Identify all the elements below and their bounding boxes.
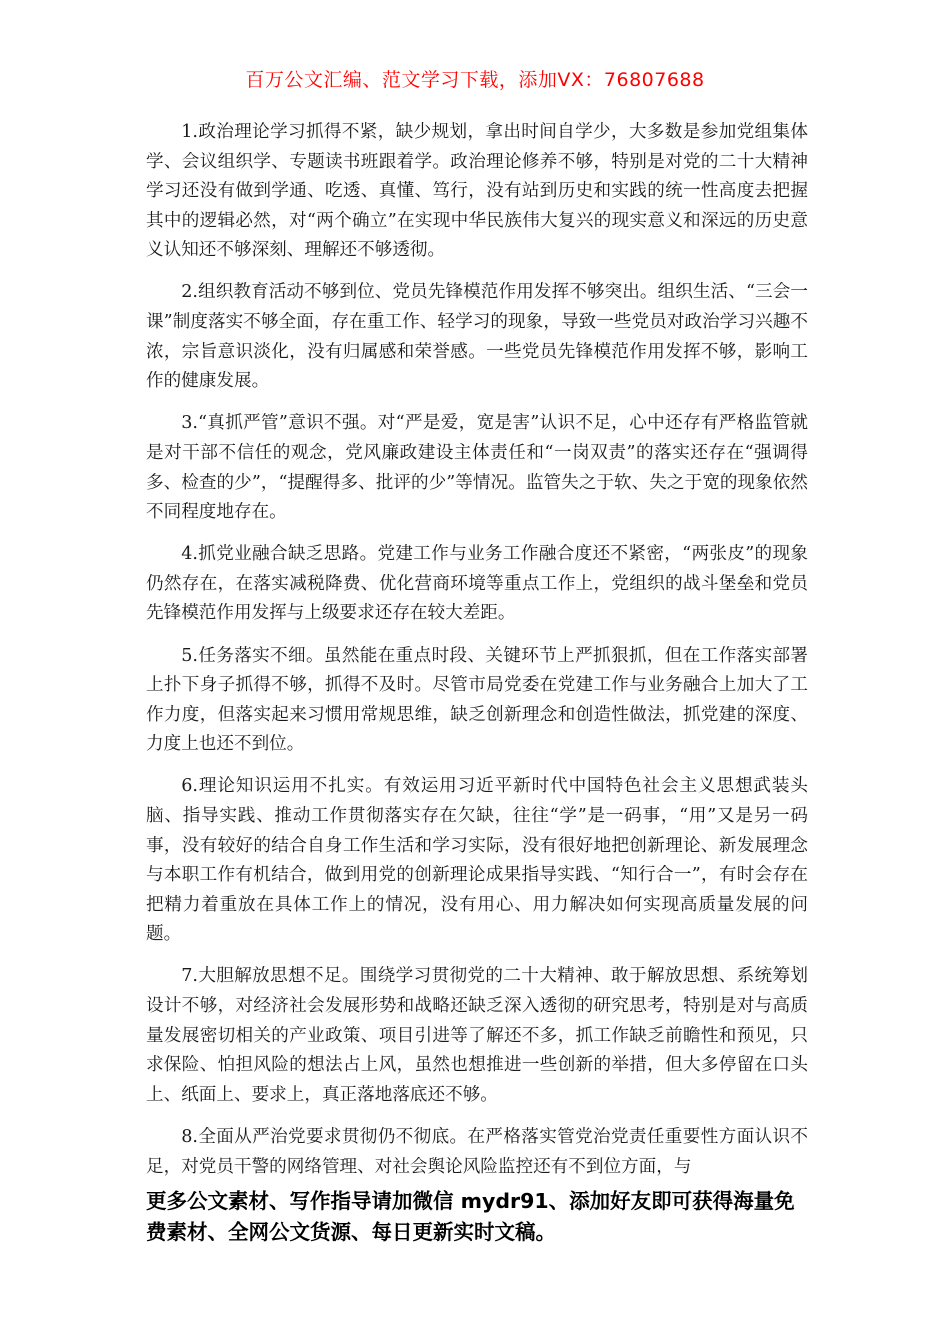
paragraph-1: 1.政治理论学习抓得不紧，缺少规划，拿出时间自学少，大多数是参加党组集体学、会议组织学、专题读书班跟着学。政治理论修养不够，特别是对党的二十大精神学习还没有做到学通、吃透、真懂、笃行，没有站到历史和实践的统一性高度去把握其中的逻辑必然，对“两个确立”在实现中华民族伟大复兴的现实意义和深远的历史意义认知还不够深刻、理解还不够透彻。 xyxy=(146,122,808,261)
paragraph-3: 3.“真抓严管”意识不强。对“严是爱，宽是害”认识不足，心中还存有严格监管就是对干部不信任的观念，党风廉政建设主体责任和“一岗双责”的落实还存在“强调得多、检查的少”，“提醒得多、批评的少”等情况。监管失之于软、失之于宽的现象依然不同程度地存在。 xyxy=(146,413,808,523)
header-promo-note: 百万公文汇编、范文学习下载，添加VX：76807688 xyxy=(245,69,705,91)
paragraph-7: 7.大胆解放思想不足。围绕学习贯彻党的二十大精神、敢于解放思想、系统筹划设计不够，对经济社会发展形势和战略还缺乏深入透彻的研究思考，特别是对与高质量发展密切相关的产业政策、项目引进等了解还不多，抓工作缺乏前瞻性和预见，只求保险、怕担风险的想法占上风，虽然也想推进一些创新的举措，但大多停留在口头上、纸面上、要求上，真正落地落底还不够。 xyxy=(146,966,808,1105)
paragraph-4: 4.抓党业融合缺乏思路。党建工作与业务工作融合度还不紧密，“两张皮”的现象仍然存在，在落实减税降费、优化营商环境等重点工作上，党组织的战斗堡垒和党员先锋模范作用发挥与上级要求还存在较大差距。 xyxy=(146,544,808,624)
footer-promo-note: 更多公文素材、写作指导请加微信 mydr91、添加好友即可获得海量免费素材、全网公文货源、每日更新实时文稿。 xyxy=(146,1189,795,1244)
paragraph-6: 6.理论知识运用不扎实。有效运用习近平新时代中国特色社会主义思想武装头脑、指导实践、推动工作贯彻落实存在欠缺，往往“学”是一码事，“用”又是另一码事，没有较好的结合自身工作生活和学习实际，没有很好地把创新理论、新发展理念与本职工作有机结合，做到用党的创新理论成果指导实践、“知行合一”，有时会存在把精力着重放在具体工作上的情况，没有用心、用力解决如何实现高质量发展的问题。 xyxy=(146,776,808,945)
document-body xyxy=(146,118,808,1195)
paragraph-2: 2.组织教育活动不够到位、党员先锋模范作用发挥不够突出。组织生活、“三会一课”制度落实不够全面，存在重工作、轻学习的现象，导致一些党员对政治学习兴趣不浓，宗旨意识淡化，没有归属感和荣誉感。一些党员先锋模范作用发挥不够，影响工作的健康发展。 xyxy=(146,282,808,392)
paragraph-5: 5.任务落实不细。虽然能在重点时段、关键环节上严抓狠抓，但在工作落实部署上扑下身子抓得不够，抓得不及时。尽管市局党委在党建工作与业务融合上加大了工作力度，但落实起来习惯用常规思维，缺乏创新理念和创造性做法，抓党建的深度、力度上也还不到位。 xyxy=(146,645,808,755)
paragraph-8: 8.全面从严治党要求贯彻仍不彻底。在严格落实管党治党责任重要性方面认识不足，对党员干警的网络管理、对社会舆论风险监控还有不到位方面，与 xyxy=(146,1126,808,1177)
